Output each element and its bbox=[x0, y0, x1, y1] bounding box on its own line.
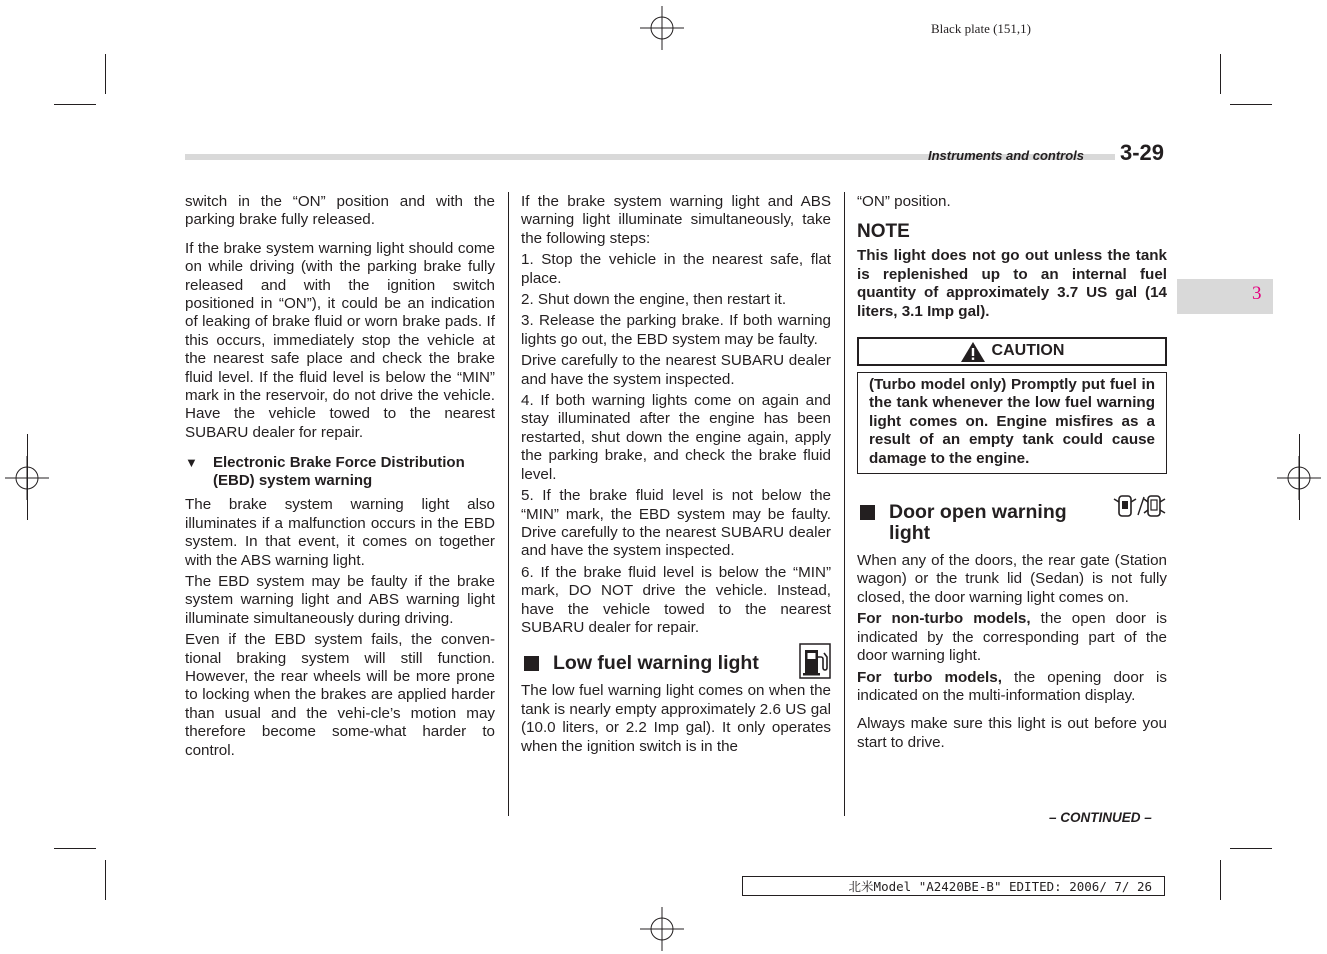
plate-label: Black plate (151,1) bbox=[931, 21, 1031, 36]
header-section-title: Instruments and controls bbox=[928, 148, 1085, 163]
door-open-icon bbox=[1113, 493, 1167, 519]
paragraph bbox=[857, 610, 1167, 665]
crop-mark bbox=[54, 848, 96, 849]
chapter-tab-number: 3 bbox=[1252, 283, 1262, 304]
paragraph: “ON” position. bbox=[857, 193, 951, 210]
paragraph: Even if the EBD system fails, the conven-tional braking system will still function. However, the rear wheels will be more prone to locking when the brakes are applied harder than usual and the vehi-cle’s motion may therefore become some-what harder to control. bbox=[185, 631, 495, 759]
page-number: 3-29 bbox=[1120, 140, 1165, 165]
step-1: 1. Stop the vehicle in the nearest safe, flat place. bbox=[521, 251, 831, 287]
column-divider bbox=[508, 192, 509, 816]
section-heading-text: Low fuel warning light bbox=[553, 652, 759, 675]
paragraph: switch in the “ON” position and with the parking brake fully released. bbox=[185, 193, 495, 229]
caution-header bbox=[857, 337, 1167, 366]
step-2: 2. Shut down the engine, then restart it. bbox=[521, 291, 787, 309]
column-1 bbox=[185, 193, 495, 763]
paragraph: Always make sure this light is out before you start to drive. bbox=[857, 715, 1167, 751]
square-bullet-icon bbox=[524, 656, 539, 671]
paragraph-text: the open door is indicated by the corresponding part of the door warning light. bbox=[857, 610, 1167, 665]
crop-mark bbox=[1220, 54, 1221, 94]
crop-mark bbox=[1220, 860, 1221, 900]
subsection-heading bbox=[185, 454, 495, 490]
crop-mark bbox=[1230, 848, 1272, 849]
bold-lead: For turbo models, bbox=[857, 668, 1002, 686]
crop-mark bbox=[1230, 104, 1272, 105]
paragraph: The low fuel warning light comes on when the tank is nearly empty approximately 2.6 US gal (10.0 liters, or 2.2 Imp gal). It only operates when the ignition switch is in the bbox=[521, 682, 831, 755]
step-4: 4. If both warning lights come on again and stay illuminated after the engine has been restarted, shut down the engine again, apply the parking brake, and check the brake fluid level. bbox=[521, 392, 831, 483]
note-body: This light does not go out unless the tank is replenished up to an internal fuel quantity of approximately 3.7 US gal (14 liters, 3.1 Imp gal). bbox=[857, 247, 1167, 320]
subsection-heading-text: Electronic Brake Force Distribution (EBD) system warning bbox=[213, 454, 465, 490]
crop-mark bbox=[1299, 434, 1300, 520]
caution-title: CAUTION bbox=[991, 342, 1065, 360]
step-6: 6. If the brake fluid level is below the “MIN” mark, DO NOT drive the vehicle. Instead, have the vehicle towed to the nearest SUBARU dealer for repair. bbox=[521, 563, 831, 636]
crop-mark bbox=[27, 434, 28, 520]
section-heading-low-fuel bbox=[521, 653, 831, 674]
crop-mark bbox=[54, 104, 96, 105]
square-bullet-icon bbox=[860, 505, 875, 520]
warning-triangle-icon bbox=[960, 341, 986, 363]
column-divider bbox=[844, 192, 845, 816]
paragraph: If the brake system warning light should come on while driving (with the parking brake fully released and with the ignition switch positioned in “ON”), it could be an indication of leaking of brake fluid or worn brake pads. If this occurs, immediately stop the vehicle at the nearest safe place and check the brake fluid level. If the fluid level is below the “MIN” mark in the reservoir, do not drive the vehicle. Have the vehicle towed to the nearest SUBARU dealer for repair. bbox=[185, 239, 495, 441]
caution-body: (Turbo model only) Promptly put fuel in the tank whenever the low fuel warning light comes on. Engine misfires as a result of an empty tank could cause damage to the engine. bbox=[857, 372, 1167, 474]
paragraph: The brake system warning light also illuminates if a malfunction occurs in the EBD system. In that event, it comes on together with the ABS warning light. bbox=[185, 496, 495, 569]
section-heading-door-open bbox=[857, 502, 1167, 544]
section-heading-text: Door open warning light bbox=[889, 501, 1067, 545]
step-5: 5. If the brake fluid level is not below the “MIN” mark, the EBD system may be faulty. Drive carefully to the nearest SUBARU dealer and have the system inspected. bbox=[521, 487, 831, 560]
paragraph bbox=[857, 669, 1167, 706]
column-2 bbox=[521, 193, 831, 759]
crop-mark bbox=[105, 54, 106, 94]
footer-edit-info: 北米Model "A2420BE-B" EDITED: 2006/ 7/ 26 bbox=[742, 876, 1165, 896]
paragraph-text: the opening door is indicated on the multi-information display. bbox=[857, 668, 1167, 704]
crop-mark bbox=[105, 860, 106, 900]
registration-mark-icon bbox=[640, 6, 684, 50]
paragraph: When any of the doors, the rear gate (Station wagon) or the trunk lid (Sedan) is not fully closed, the door warning light comes on. bbox=[857, 552, 1167, 606]
column-3 bbox=[857, 193, 1167, 755]
paragraph: The EBD system may be faulty if the brake system warning light and ABS warning light illuminate simultaneously during driving. bbox=[185, 572, 495, 627]
continued-label: – CONTINUED – bbox=[1049, 810, 1152, 825]
triangle-marker-icon: ▼ bbox=[185, 455, 198, 471]
paragraph: If the brake system warning light and ABS warning light illuminate simultaneously, take the following steps: bbox=[521, 193, 831, 247]
step-3: 3. Release the parking brake. If both warning lights go out, the EBD system may be faulty. bbox=[521, 312, 831, 348]
paragraph: Drive carefully to the nearest SUBARU dealer and have the system inspected. bbox=[521, 352, 831, 388]
bold-lead: For non-turbo models, bbox=[857, 610, 1031, 628]
note-title: NOTE bbox=[857, 221, 910, 243]
registration-mark-icon bbox=[640, 907, 684, 951]
fuel-pump-icon bbox=[799, 643, 831, 679]
